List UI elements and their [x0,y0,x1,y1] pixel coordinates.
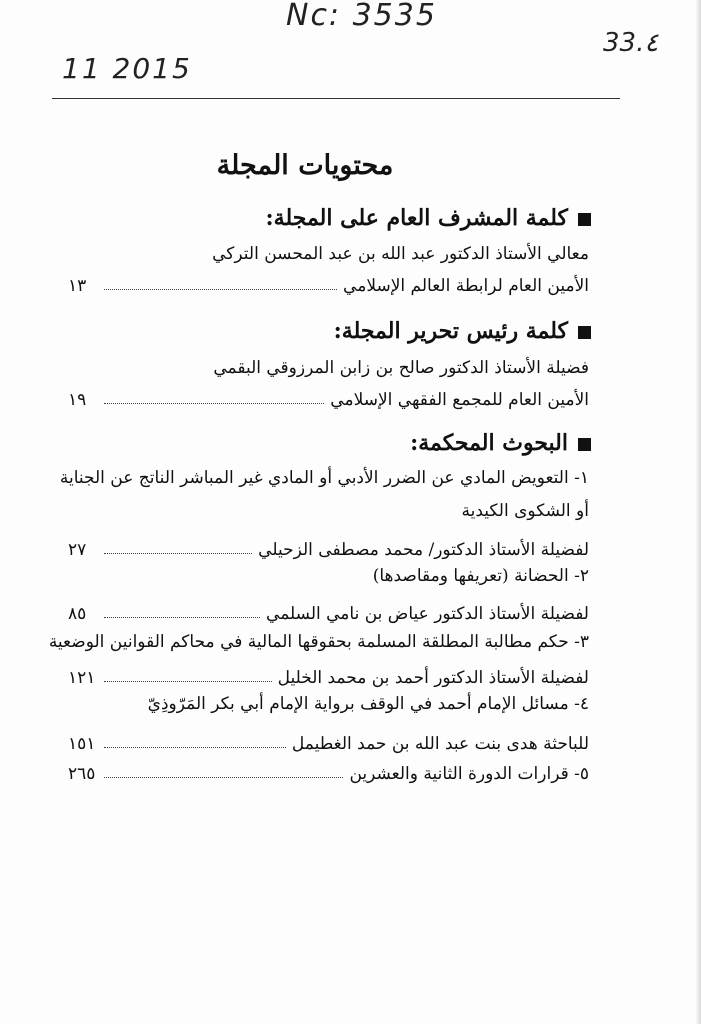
page-number: ١٢١ [68,668,96,688]
toc-entry-text: لفضيلة الأستاذ الدكتور/ محمد مصطفى الزحيلي [258,540,589,560]
toc-entry[interactable] [68,270,589,296]
toc-line: ٤- مسائل الإمام أحمد في الوقف برواية الإمام أبي بكر المَرّوذِيّ [147,694,589,714]
toc-entry-text: لفضيلة الأستاذ الدكتور أحمد بن محمد الخليل [277,668,589,688]
square-bullet-icon [578,326,591,339]
handwritten-year: 11 2015 [62,52,192,85]
page-number: ٢٧ [68,540,87,560]
toc-entry-text: لفضيلة الأستاذ الدكتور عياض بن نامي السلمي [266,604,589,624]
dot-leader [104,747,286,748]
section-heading-text: البحوث المحكمة: [410,430,568,456]
toc-entry[interactable] [68,758,589,784]
section-heading-research [410,430,591,456]
square-bullet-icon [578,438,591,451]
section-heading-editor [334,318,591,344]
header-rule [52,98,620,99]
section-heading-text: كلمة المشرف العام على المجلة: [265,205,568,231]
toc-entry[interactable] [68,534,589,560]
section-heading-text: كلمة رئيس تحرير المجلة: [333,318,568,344]
toc-line: ٣- حكم مطالبة المطلقة المسلمة بحقوقها المالية في محاكم القوانين الوضعية [48,632,589,652]
handwritten-number: Nc: 3535 [286,0,437,33]
page-title: محتويات المجلة [216,150,394,181]
toc-entry-text: للباحثة هدى بنت عبد الله بن حمد الغطيمل [291,734,589,754]
toc-entry-text: ٥- قرارات الدورة الثانية والعشرين [349,764,589,784]
page-number: ٨٥ [68,604,87,624]
toc-entry[interactable] [68,384,589,410]
toc-line: ٢- الحضانة (تعريفها ومقاصدها) [372,566,589,586]
toc-entry-text: الأمين العام للمجمع الفقهي الإسلامي [330,390,589,410]
toc-line: فضيلة الأستاذ الدكتور صالح بن زابن المرزوقي البقمي [213,358,589,378]
dot-leader [104,553,252,554]
page-number: ١٥١ [68,734,96,754]
toc-line: أو الشكوى الكيدية [461,501,589,521]
toc-line: ١- التعويض المادي عن الضرر الأدبي أو المادي غير المباشر الناتج عن الجناية [59,468,589,488]
toc-entry-text: الأمين العام لرابطة العالم الإسلامي [343,276,589,296]
section-heading-supervisor [266,205,591,231]
page-number: ١٩ [68,390,87,410]
toc-entry[interactable] [68,598,589,624]
page-number: ١٣ [68,276,87,296]
toc-entry[interactable] [68,662,589,688]
toc-line: معالي الأستاذ الدكتور عبد الله بن عبد المحسن التركي [212,244,589,264]
dot-leader [104,777,343,778]
dot-leader [104,403,324,404]
dot-leader [104,681,272,682]
dot-leader [104,289,337,290]
dot-leader [104,617,260,618]
square-bullet-icon [578,213,591,226]
page-number: ٢٦٥ [68,764,96,784]
page-edge-shadow [695,0,701,1024]
handwritten-corner-code: 33.٤ [603,28,659,58]
toc-entry[interactable] [68,728,589,754]
